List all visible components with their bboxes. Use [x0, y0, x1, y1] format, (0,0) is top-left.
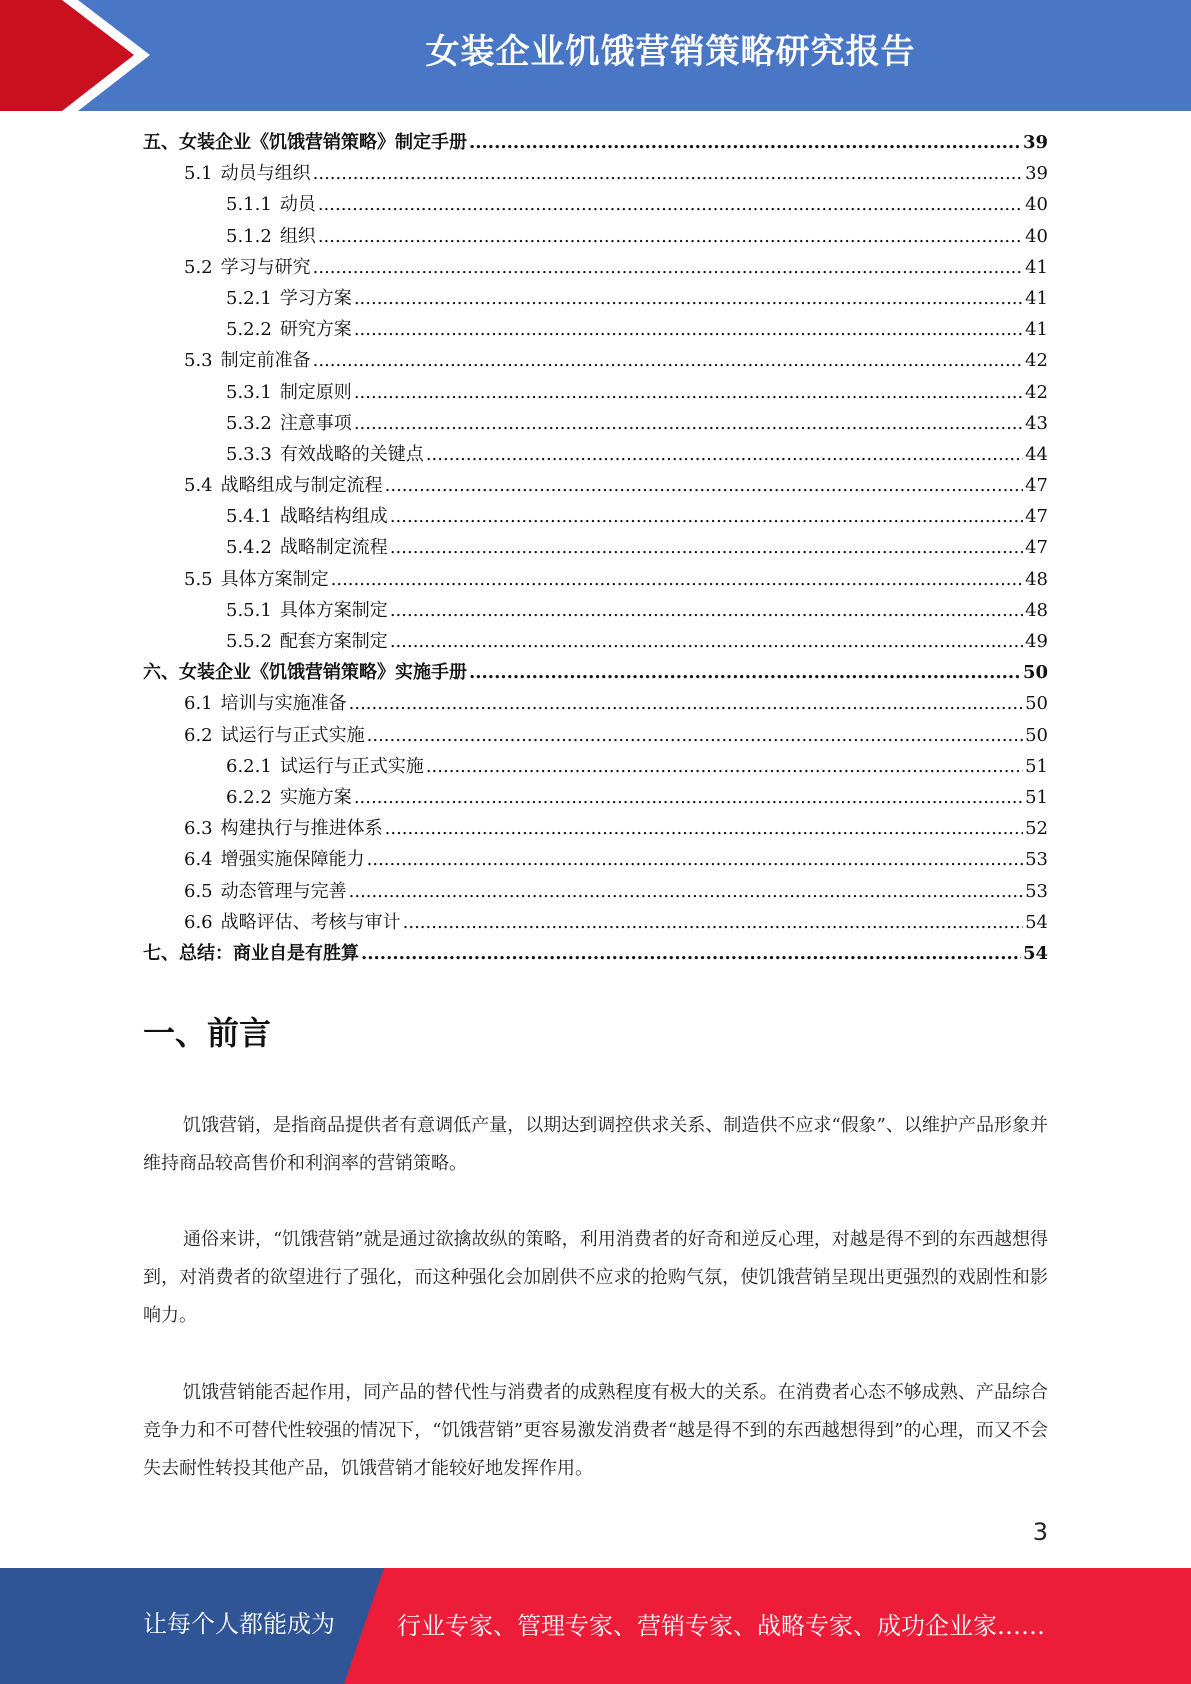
toc-entry-label: 战略制定流程 [279, 537, 388, 559]
toc-entry[interactable] [143, 408, 1048, 439]
footer-slogan-right: 行业专家、管理专家、营销专家、战略专家、成功企业家…… [397, 1612, 1045, 1640]
toc-entry-number: 5.1 [184, 163, 213, 185]
toc-entry[interactable] [143, 345, 1048, 376]
toc-entry-number: 5.1.1 [226, 194, 272, 216]
toc-leader-dots [318, 221, 1023, 252]
toc-entry-page: 51 [1025, 755, 1048, 777]
toc-entry[interactable] [143, 907, 1048, 938]
toc-entry[interactable] [143, 158, 1048, 189]
toc-leader-dots [354, 782, 1023, 813]
toc-entry-page: 47 [1025, 537, 1048, 559]
toc-entry-page: 39 [1025, 163, 1048, 185]
toc-entry[interactable] [143, 439, 1048, 470]
toc-leader-dots [331, 564, 1023, 595]
toc-leader-dots [426, 751, 1023, 782]
toc-entry[interactable] [143, 938, 1048, 969]
footer-slogan-left: 让每个人都能成为 [143, 1610, 335, 1638]
toc-entry-page: 48 [1025, 599, 1048, 621]
paragraph-3: 饥饿营销能否起作用，同产品的替代性与消费者的成熟程度有极大的关系。在消费者心态不够成熟、产品综合竞争力和不可替代性较强的情况下，“饥饿营销”更容易激发消费者“越是得不到的东西越想得到”的心理，而又不会失去耐性转投其他产品，饥饿营销才能较好地发挥作用。 [143, 1382, 1048, 1479]
toc-entry-number: 5.1.2 [226, 225, 272, 247]
toc-entry-label: 试运行与正式实施 [279, 755, 424, 777]
toc-leader-dots [313, 252, 1023, 283]
toc-entry-number: 5.4.2 [226, 537, 272, 559]
toc-leader-dots [385, 470, 1023, 501]
toc-entry-number: 6.1 [184, 693, 213, 715]
toc-entry-page: 43 [1025, 412, 1048, 434]
page-footer [0, 1568, 1191, 1684]
toc-entry-label: 学习与研究 [220, 256, 311, 278]
toc-leader-dots [318, 189, 1023, 220]
table-of-contents [143, 127, 1048, 969]
toc-entry[interactable] [143, 595, 1048, 626]
toc-entry-label: 配套方案制定 [279, 631, 388, 652]
toc-entry-label: 具体方案制定 [220, 568, 329, 590]
toc-entry-page: 51 [1025, 786, 1048, 808]
section-title: 一、前言 [143, 1014, 272, 1052]
toc-entry-label: 战略结构组成 [279, 506, 388, 528]
toc-entry-label: 试运行与正式实施 [220, 724, 365, 746]
toc-leader-dots [385, 813, 1023, 844]
toc-entry-page: 41 [1025, 256, 1048, 278]
toc-entry-page: 42 [1025, 381, 1048, 403]
toc-leader-dots [313, 158, 1023, 189]
toc-entry[interactable] [143, 252, 1048, 283]
toc-entry-page: 52 [1025, 818, 1048, 840]
paragraph-2: 通俗来讲，“饥饿营销”就是通过欲擒故纵的策略，利用消费者的好奇和逆反心理，对越是得不到的东西越想得到，对消费者的欲望进行了强化，而这种强化会加剧供不应求的抢购气氛，使饥饿营销呈现出更强烈的戏剧性和影响力。 [143, 1229, 1048, 1326]
toc-entry[interactable] [143, 283, 1048, 314]
toc-entry-label: 学习方案 [279, 287, 352, 309]
toc-entry-page: 41 [1025, 319, 1048, 341]
toc-entry-label: 动员 [279, 194, 316, 216]
toc-leader-dots [367, 720, 1023, 751]
toc-entry-label: 增强实施保障能力 [220, 849, 365, 871]
toc-entry-label: 动态管理与完善 [220, 880, 347, 902]
toc-entry[interactable] [143, 501, 1048, 532]
toc-leader-dots [367, 844, 1023, 875]
toc-entry-label: 具体方案制定 [279, 599, 388, 621]
page-header [0, 0, 1191, 111]
toc-entry-page: 50 [1022, 662, 1048, 684]
toc-entry-page: 48 [1025, 568, 1048, 590]
toc-entry-number: 6.3 [184, 818, 213, 840]
toc-entry[interactable] [143, 221, 1048, 252]
toc-leader-dots [390, 626, 1023, 657]
toc-entry-label: 制定前准备 [220, 350, 311, 372]
toc-entry-label: 组织 [279, 225, 316, 247]
toc-entry[interactable] [143, 564, 1048, 595]
toc-leader-dots [354, 314, 1023, 345]
toc-entry-label: 构建执行与推进体系 [220, 818, 383, 840]
toc-entry-number: 5.5.1 [226, 599, 272, 621]
toc-leader-dots [349, 688, 1023, 719]
toc-entry-label: 五、女装企业《饥饿营销策略》制定手册 [143, 132, 467, 153]
toc-entry-number: 6.4 [184, 849, 213, 871]
toc-entry-page: 44 [1025, 443, 1048, 465]
toc-entry[interactable] [143, 470, 1048, 501]
toc-entry[interactable] [143, 720, 1048, 751]
toc-entry-number: 5.2 [184, 256, 213, 278]
toc-entry-page: 39 [1022, 132, 1048, 153]
toc-entry-label: 实施方案 [279, 786, 352, 808]
toc-entry[interactable] [143, 377, 1048, 408]
toc-entry-label: 培训与实施准备 [220, 693, 347, 715]
toc-entry-number: 6.2.2 [226, 786, 272, 808]
toc-entry-page: 53 [1025, 880, 1048, 902]
header-red-chevron [0, 0, 150, 111]
toc-entry-number: 5.4 [184, 475, 213, 497]
toc-entry-number: 5.5.2 [226, 631, 272, 652]
toc-entry-number: 5.5 [184, 568, 213, 590]
toc-entry-page: 47 [1025, 506, 1048, 528]
toc-entry[interactable] [143, 782, 1048, 813]
toc-entry[interactable] [143, 813, 1048, 844]
toc-entry-page: 54 [1025, 911, 1048, 933]
page-number: 3 [1032, 1518, 1048, 1546]
toc-entry[interactable] [143, 876, 1048, 907]
toc-entry-page: 49 [1025, 631, 1048, 652]
toc-entry-label: 七、总结：商业自是有胜算 [143, 942, 359, 964]
toc-leader-dots [390, 532, 1023, 563]
toc-leader-dots [349, 876, 1023, 907]
toc-entry-page: 54 [1022, 942, 1048, 964]
toc-entry[interactable] [143, 314, 1048, 345]
toc-entry-page: 50 [1025, 724, 1048, 746]
toc-entry-number: 5.3.1 [226, 381, 272, 403]
toc-leader-dots [361, 938, 1021, 969]
toc-entry-label: 六、女装企业《饥饿营销策略》实施手册 [143, 662, 467, 684]
toc-entry-number: 6.2 [184, 724, 213, 746]
toc-entry-label: 有效战略的关键点 [279, 443, 424, 465]
toc-leader-dots [426, 439, 1023, 470]
toc-entry-page: 47 [1025, 475, 1048, 497]
toc-entry-page: 42 [1025, 350, 1048, 372]
toc-entry-number: 5.3.3 [226, 443, 272, 465]
toc-entry-number: 5.2.1 [226, 287, 272, 309]
toc-entry-label: 战略组成与制定流程 [220, 475, 383, 497]
toc-entry-page: 50 [1025, 693, 1048, 715]
toc-entry-number: 5.4.1 [226, 506, 272, 528]
paragraph-1: 饥饿营销，是指商品提供者有意调低产量，以期达到调控供求关系、制造供不应求“假象”、以维护产品形象并维持商品较高售价和利润率的营销策略。 [143, 1115, 1048, 1174]
toc-entry[interactable] [143, 127, 1048, 158]
toc-entry[interactable] [143, 626, 1048, 657]
toc-leader-dots [354, 408, 1023, 439]
toc-leader-dots [354, 283, 1023, 314]
toc-entry-label: 战略评估、考核与审计 [220, 911, 401, 933]
toc-entry-page: 41 [1025, 287, 1048, 309]
toc-entry-label: 动员与组织 [220, 163, 311, 185]
toc-entry-label: 研究方案 [279, 319, 352, 341]
toc-entry[interactable] [143, 844, 1048, 875]
toc-entry-number: 6.6 [184, 911, 213, 933]
toc-entry-page: 40 [1025, 194, 1048, 216]
toc-leader-dots [390, 595, 1023, 626]
toc-entry-number: 6.5 [184, 880, 213, 902]
toc-entry[interactable] [143, 532, 1048, 563]
header-title: 女装企业饥饿营销策略研究报告 [425, 32, 916, 72]
toc-entry[interactable] [143, 751, 1048, 782]
toc-entry-label: 制定原则 [279, 381, 352, 403]
toc-entry[interactable] [143, 189, 1048, 220]
toc-leader-dots [403, 907, 1023, 938]
toc-entry[interactable] [143, 657, 1048, 688]
toc-entry-number: 5.2.2 [226, 319, 272, 341]
toc-entry-number: 6.2.1 [226, 755, 272, 777]
toc-leader-dots [390, 501, 1023, 532]
toc-entry-page: 40 [1025, 225, 1048, 247]
toc-leader-dots [469, 127, 1021, 158]
toc-leader-dots [354, 377, 1023, 408]
toc-entry-number: 5.3.2 [226, 412, 272, 434]
toc-leader-dots [469, 657, 1021, 688]
toc-entry-page: 53 [1025, 849, 1048, 871]
toc-entry[interactable] [143, 688, 1048, 719]
toc-entry-label: 注意事项 [279, 412, 352, 434]
toc-entry-number: 5.3 [184, 350, 213, 372]
toc-leader-dots [313, 345, 1023, 376]
